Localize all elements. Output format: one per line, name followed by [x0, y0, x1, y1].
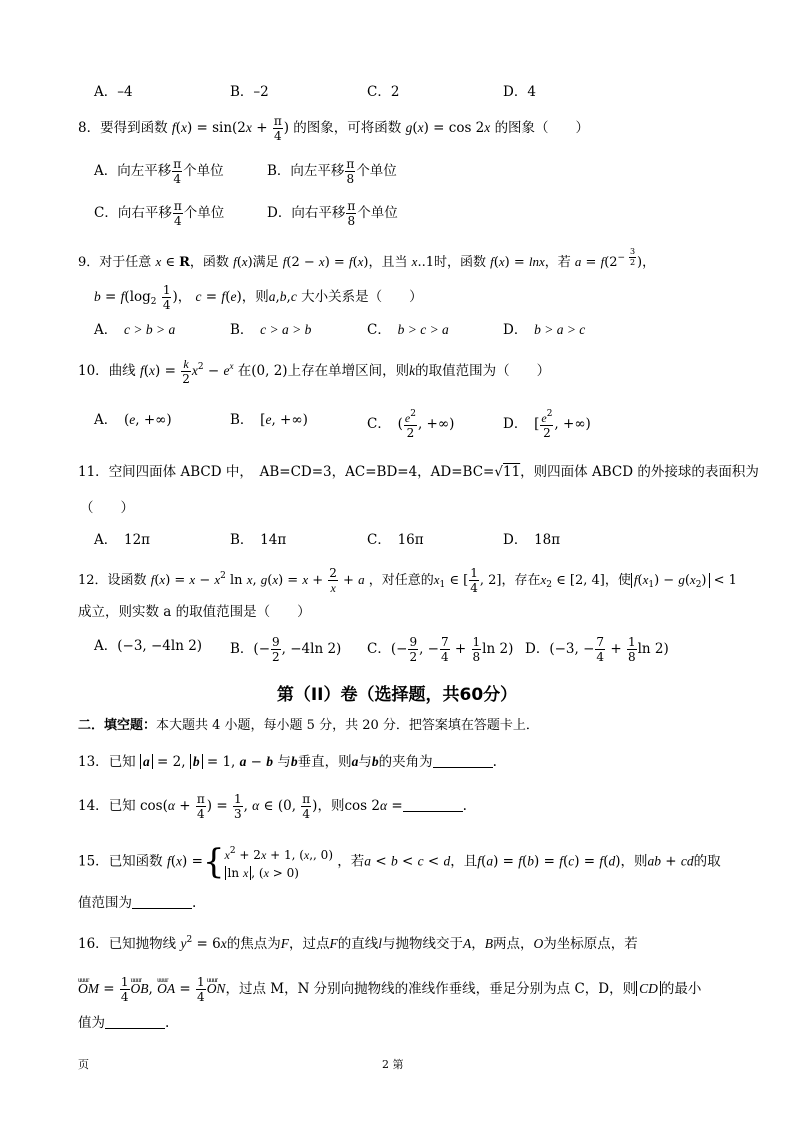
- question-9-stem-line2: $b = f(\log_2$ $\frac{1}{4}$ )， c = f(e)，则a,b,c 大小关系是（ ）: [94, 283, 423, 312]
- q10-option-a: A． (e, +∞): [94, 412, 172, 428]
- q11-option-a: A． 12π: [94, 532, 151, 548]
- question-9-stem: 9．对于任意 x ∈ R，函数 f(x)满足 f(2 − x) = f(x)，且当 x..1时，函数 f(x) = lnx，若 $a = f(2^{- \frac{3}{2}}$ )，: [78, 247, 656, 270]
- q12-option-a: A．(−3, −4ln 2): [94, 638, 203, 654]
- q7-option-c: C．2: [367, 84, 400, 100]
- section-2-instructions: 二．填空题：本大题共 4 小题，每小题 5 分，共 20 分．把答案填在答题卡上．: [78, 718, 539, 733]
- q7-option-b: B．–2: [230, 84, 269, 100]
- question-11-stem: 11．空间四面体 ABCD 中， AB=CD=3，AC=BD=4，AD=BC=√11，则四面体 ABCD 的外接球的表面积为: [78, 464, 759, 480]
- question-10-stem: 10．曲线 f(x) = $\frac{k}{2}$ $x^2 - e^x$ 在(0, 2)上存在单增区间，则k的取值范围为（ ）: [78, 357, 551, 386]
- q9-option-c: C． b > c > a: [367, 322, 449, 338]
- question-12-stem-line2: 成立，则实数 a 的取值范围是（ ）: [78, 604, 311, 620]
- q14-answer-blank: [403, 799, 463, 812]
- question-8-stem: 8．要得到函数 f(x) = sin(2x + $\frac{\pi}{4}$ ) 的图象，可将函数 g(x) = cos 2x 的图象（ ）: [78, 114, 590, 143]
- q13-answer-blank: [433, 755, 493, 768]
- q8-option-b: B．向左平移 $\frac{\pi}{8}$ 个单位: [267, 157, 397, 186]
- q16-answer-blank: [105, 1016, 165, 1029]
- question-15: 15．已知函数 f(x) ={ $x^2 + 2x + 1$, (x,, 0) ln x , (x > 0) ，若a < b < c < d，且f(a) = f(b) = f(c) = f(d)，则ab + cd的取: [78, 842, 721, 882]
- q7-option-a: A．–4: [94, 84, 133, 100]
- question-16-line3: 值为 .: [78, 1015, 170, 1031]
- question-11-paren: （ ）: [80, 500, 134, 516]
- q11-option-b: B． 14π: [230, 532, 287, 548]
- q11-option-c: C． 16π: [367, 532, 424, 548]
- question-15-line2: 值范围为 .: [78, 895, 197, 911]
- footer-left: 页: [78, 1058, 89, 1071]
- q10-option-c: C． ( $\frac{e^2}{2}$ , +∞): [367, 409, 455, 440]
- q8-option-d: D．向右平移 $\frac{\pi}{8}$ 个单位: [267, 199, 398, 228]
- question-12-stem: 12．设函数 $f(x) = x - x^2$ ln x, g(x) = x + $\frac{2}{x}$ + a ，对任意的$x_1$ ∈ [ $\frac{1}{4}$ , 2]，存在$x_2$ ∈ [2, 4]，使 $f(x_1) - g(x_2) < 1$: [78, 566, 737, 595]
- q12-option-d: D．(−3, − $\frac{7}{4}$ + $\frac{1}{8}$ ln 2): [525, 635, 669, 664]
- question-13: 13．已知 a = 2, b = 1, a − b 与b垂直，则a与b的夹角为 .: [78, 754, 497, 770]
- q7-option-d: D．4: [503, 84, 536, 100]
- q15-answer-blank: [132, 896, 192, 909]
- section-2-title: 第（II）卷（选择题，共60分）: [276, 685, 518, 705]
- q12-option-b: B．(− $\frac{9}{2}$ , −4ln 2): [230, 635, 342, 664]
- q11-option-d: D． 18π: [503, 532, 561, 548]
- q10-option-b: B． [e, +∞): [230, 412, 308, 428]
- q9-option-d: D． b > a > c: [503, 322, 586, 338]
- q9-option-a: A． c > b > a: [94, 322, 176, 338]
- q12-option-c: C．(− $\frac{9}{2}$ , − $\frac{7}{4}$ + $\frac{1}{8}$ ln 2): [367, 635, 514, 664]
- q8-option-a: A．向左平移 $\frac{\pi}{4}$ 个单位: [94, 157, 224, 186]
- question-16-line2: uuur OM = $\frac{1}{4}$ uuur OB, uuur OA = $\frac{1}{4}$ uuur ON，过点 M，N 分别向抛物线的准线作垂线，垂足分别为点 C，D，则 CD 的最小: [78, 976, 701, 1003]
- footer-page-number: 2 第: [382, 1058, 404, 1071]
- q8-option-c: C．向右平移 $\frac{\pi}{4}$ 个单位: [94, 199, 225, 228]
- question-14: 14．已知 cos(α + $\frac{\pi}{4}$ ) = $\frac{1}{3}$ , α ∈ (0, $\frac{\pi}{4}$ )，则cos 2α = .: [78, 792, 467, 821]
- question-16: 16．已知抛物线 $y^2 = 6x$的焦点为F，过点F的直线l与抛物线交于A，B两点，O为坐标原点，若: [78, 935, 638, 952]
- q9-option-b: B． c > a > b: [230, 322, 312, 338]
- q10-option-d: D． [ $\frac{e^2}{2}$ , +∞): [503, 409, 591, 440]
